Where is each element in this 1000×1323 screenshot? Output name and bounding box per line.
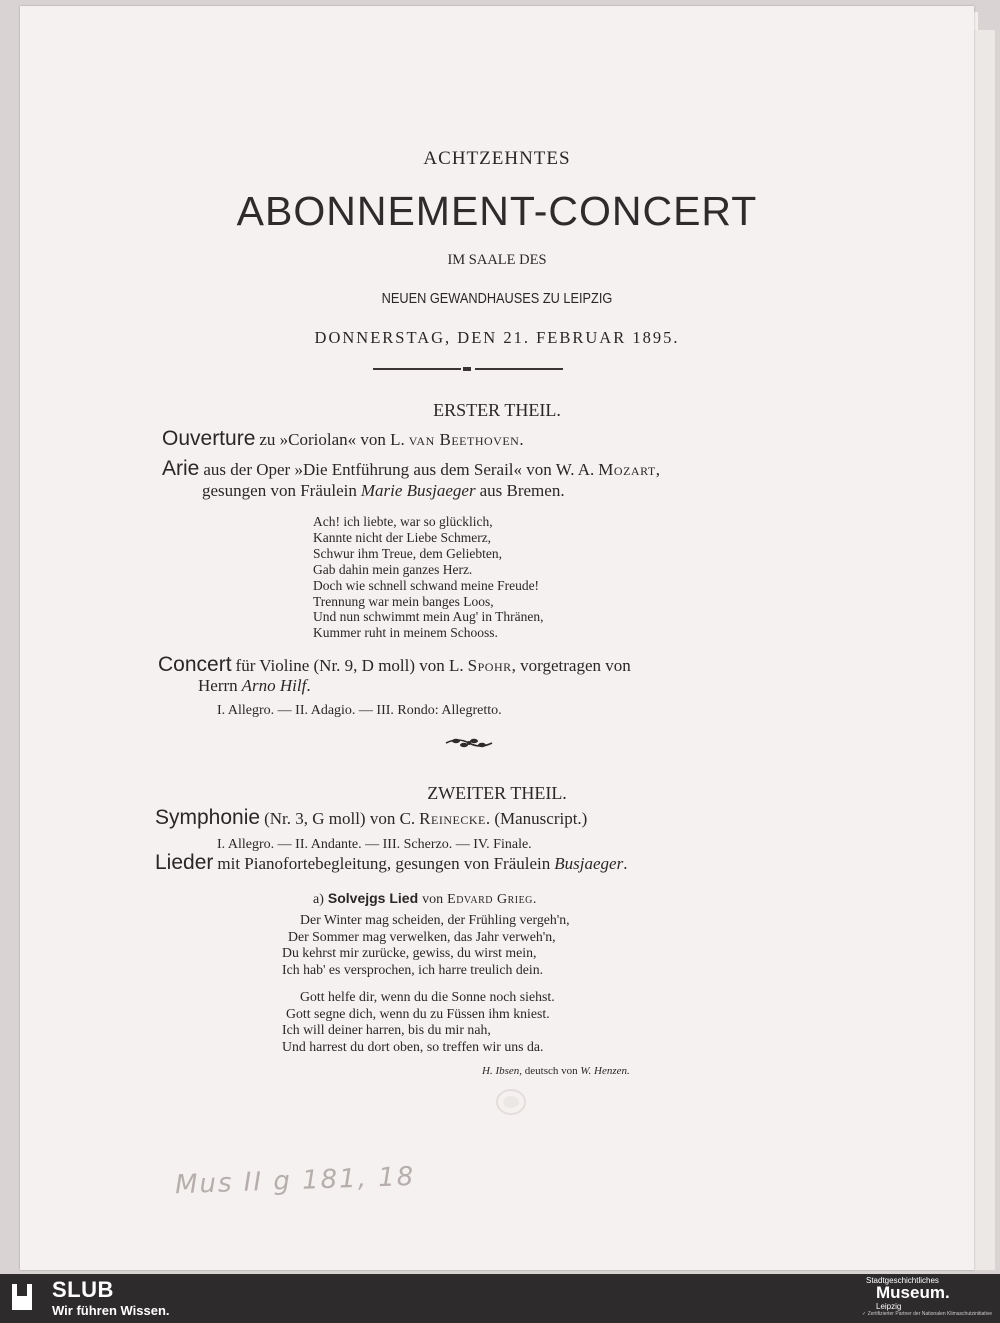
poet-name: H. Ibsen,: [482, 1065, 523, 1077]
program-item-concerto: [158, 653, 631, 677]
museum-certification: ✓ Zertifizierter Partner der Nationalen Klimaschutzinitiative: [862, 1311, 993, 1317]
poem-line: Du kehrst mir zurücke, gewiss, du wirst mein,: [282, 945, 537, 961]
slub-tagline: Wir führen Wissen.: [52, 1303, 170, 1318]
work-title: Lieder: [155, 851, 214, 874]
header-ordinal: ACHTZEHNTES: [423, 148, 571, 169]
museum-label: Stadtgeschichtliches: [866, 1276, 939, 1285]
poem-line: Ich hab' es versprochen, ich harre treulich dein.: [282, 961, 544, 977]
page-title: ABONNEMENT-CONCERT: [236, 188, 758, 234]
slub-logo-icon: [10, 1282, 38, 1312]
program-item-overture: [162, 427, 524, 451]
aria-performer-line: [202, 481, 565, 501]
song-stanza-1: [282, 912, 570, 978]
work-detail-end: , vorgetragen von: [511, 656, 631, 675]
composer-name: Spohr: [467, 656, 512, 675]
concerto-movements: I. Allegro. — II. Adagio. — III. Rondo: Allegretto.: [217, 703, 502, 718]
poem-line: Trennung war mein banges Loos,: [313, 593, 494, 609]
poem-line: Kummer ruht in meinem Schooss.: [313, 625, 498, 641]
museum-name[interactable]: Museum.: [876, 1283, 950, 1302]
slub-name[interactable]: SLUB: [52, 1277, 114, 1302]
composer-name: Edvard Grieg: [447, 892, 533, 907]
work-title: Ouverture: [162, 427, 256, 450]
header-venue-1: IM SAALE DES: [447, 252, 547, 268]
part1-heading: ERSTER THEIL.: [433, 400, 561, 420]
concert-date: DONNERSTAG, DEN 21. FEBRUAR 1895.: [314, 328, 680, 347]
performer-name: Arno Hilf: [241, 676, 307, 695]
concerto-performer-line: [198, 676, 311, 696]
song-index: a): [313, 892, 324, 907]
poem-line: Der Sommer mag verwelken, das Jahr verweh'n,: [288, 928, 556, 944]
embossed-stamp: [493, 1088, 529, 1116]
performer-prefix: gesungen von Fräulein: [202, 481, 357, 500]
credit-text: deutsch von: [524, 1065, 578, 1077]
work-detail: mit Pianofortebegleitung, gesungen von Fräulein: [217, 854, 551, 873]
song-heading: [313, 890, 536, 908]
poem-line: Gott segne dich, wenn du zu Füssen ihm kniest.: [286, 1005, 550, 1021]
performer-origin: aus Bremen.: [479, 481, 565, 500]
punct: .: [623, 854, 628, 873]
header-venue-2: NEUEN GEWANDHAUSES ZU LEIPZIG: [381, 291, 613, 307]
work-detail: zu »Coriolan« von L.: [259, 430, 405, 449]
translation-credit: [482, 1065, 630, 1077]
work-title: Arie: [162, 457, 200, 480]
program-item-symphony: [155, 806, 587, 830]
punct: .: [306, 676, 311, 695]
translator-name: W. Henzen.: [580, 1065, 630, 1077]
floral-ornament-icon: [444, 734, 494, 752]
song-by: von: [422, 892, 444, 907]
poem-line: Ich will deiner harren, bis du mir nah,: [282, 1022, 491, 1038]
symphony-movements: I. Allegro. — II. Andante. — III. Scherzo. — IV. Finale.: [217, 837, 532, 852]
performer-prefix: Herrn: [198, 676, 238, 695]
poem-line: Gab dahin mein ganzes Herz.: [313, 561, 473, 577]
work-detail: (Nr. 3, G moll) von C.: [264, 809, 416, 828]
poem-line: Und harrest du dort oben, so treffen wir uns da.: [282, 1038, 544, 1054]
song-stanza-2: [282, 989, 555, 1055]
work-detail-end: . (Manuscript.): [485, 809, 588, 828]
work-detail: aus der Oper »Die Entführung aus dem Serail« von W. A.: [203, 460, 595, 479]
song-title: Solvejgs Lied: [327, 890, 419, 906]
program-item-lieder: [155, 851, 627, 875]
program-page: [20, 6, 974, 1270]
museum-city: Leipzig: [876, 1302, 902, 1311]
work-title: Concert: [158, 653, 232, 676]
program-item-aria: [162, 457, 660, 481]
performer-name: Marie Busjaeger: [360, 481, 476, 500]
work-title: Symphonie: [155, 806, 261, 829]
poem-line: Und nun schwimmt mein Aug' in Thränen,: [313, 609, 544, 625]
archive-shelfmark: Mus II g 181, 18: [174, 1161, 416, 1201]
performer-name: Busjaeger: [554, 854, 624, 873]
composer-name: van Beethoven: [408, 430, 520, 449]
composer-name: Reinecke: [419, 809, 486, 828]
punct: .: [519, 430, 524, 449]
poem-line: Gott helfe dir, wenn du die Sonne noch siehst.: [300, 989, 555, 1004]
footer-bar: [0, 1274, 1000, 1323]
poem-line: Doch wie schnell schwand meine Freude!: [313, 577, 540, 593]
poem-line: Schwur ihm Treue, dem Geliebten,: [313, 545, 502, 561]
aria-text: [313, 514, 544, 641]
punct: .: [532, 892, 537, 907]
poem-line: Der Winter mag scheiden, der Frühling vergeh'n,: [300, 912, 570, 927]
part2-heading: ZWEITER THEIL.: [427, 783, 567, 803]
poem-line: Ach! ich liebte, war so glücklich,: [313, 514, 493, 529]
composer-name: Mozart: [598, 460, 656, 479]
work-detail: für Violine (Nr. 9, D moll) von L.: [235, 656, 464, 675]
punct: ,: [655, 460, 660, 479]
back-sheet-edge-2: [972, 30, 995, 1270]
poem-line: Kannte nicht der Liebe Schmerz,: [313, 529, 492, 545]
